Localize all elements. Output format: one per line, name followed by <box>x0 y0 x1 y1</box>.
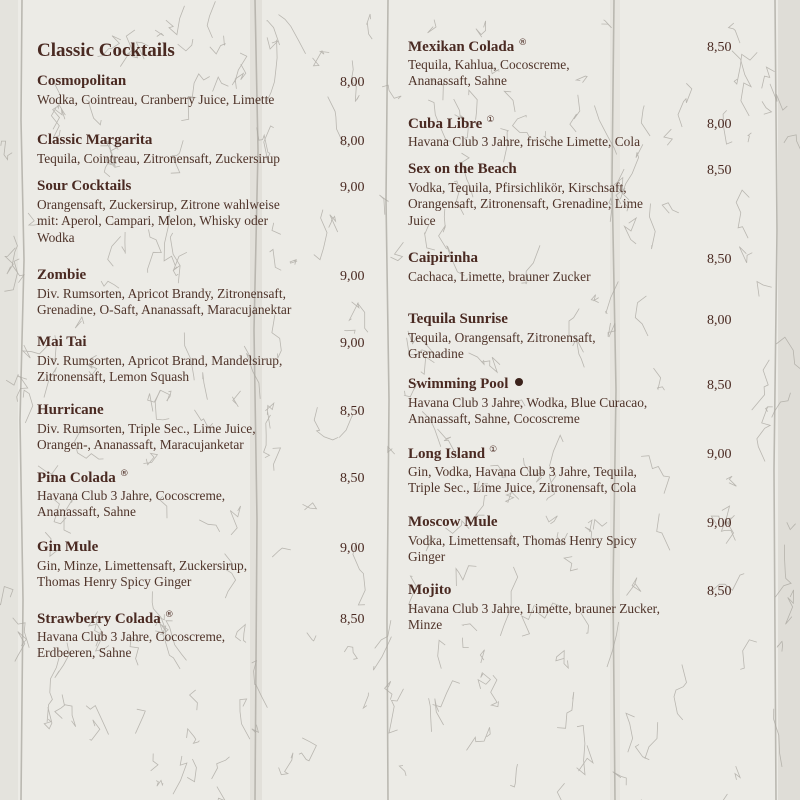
item-name <box>37 132 152 149</box>
item-mark-icon: ① <box>489 445 498 455</box>
section-title: Classic Cocktails <box>37 40 175 61</box>
item-name <box>37 267 86 284</box>
item-price: 8,50 <box>340 471 365 486</box>
item-price: 8,00 <box>340 75 365 90</box>
item-name <box>37 610 174 628</box>
item-name-text: Sex on the Beach <box>408 161 517 177</box>
item-price: 8,50 <box>707 40 732 55</box>
item-name <box>408 445 497 463</box>
item-name <box>408 161 517 178</box>
item-description: Div. Rumsorten, Apricot Brand, Mandelsirup, Zitronensaft, Lemon Squash <box>37 353 283 385</box>
item-name-text: Gin Mule <box>37 539 99 555</box>
item-name-text: Caipirinha <box>408 250 479 266</box>
item-price: 8,50 <box>707 378 732 393</box>
item-description: Vodka, Limettensaft, Thomas Henry Spicy Ginger <box>408 533 637 565</box>
item-name <box>37 178 131 195</box>
item-name <box>408 115 494 133</box>
item-name-text: Cosmopolitan <box>37 73 127 89</box>
item-description: Cachaca, Limette, brauner Zucker <box>408 269 591 284</box>
item-price: 8,00 <box>340 134 365 149</box>
item-name <box>408 582 451 599</box>
item-price: 8,50 <box>707 584 732 599</box>
item-mark-icon: ® <box>164 610 174 620</box>
item-name-text: Moscow Mule <box>408 514 498 530</box>
item-mark-icon: ① <box>486 115 495 125</box>
item-description: Gin, Minze, Limettensaft, Zuckersirup, Thomas Henry Spicy Ginger <box>37 558 248 590</box>
item-price: 8,50 <box>707 163 732 178</box>
item-name <box>408 38 527 56</box>
item-name <box>408 514 498 531</box>
item-price: 9,00 <box>707 447 732 462</box>
item-description: Tequila, Cointreau, Zitronensaft, Zuckersirup <box>37 151 280 166</box>
item-description: Div. Rumsorten, Triple Sec., Lime Juice, Orangen-, Ananassaft, Maracujanketar <box>37 421 256 453</box>
item-description: Div. Rumsorten, Apricot Brandy, Zitronensaft, Grenadine, O-Saft, Ananassaft, Maracujanektar <box>37 286 292 318</box>
item-name <box>408 376 523 393</box>
item-description: Tequila, Orangensaft, Zitronensaft, Grenadine <box>408 330 596 362</box>
item-name-text: Strawberry Colada <box>37 611 161 627</box>
item-name-text: Hurricane <box>37 402 104 418</box>
item-name <box>37 539 98 556</box>
item-price: 8,00 <box>707 313 732 328</box>
item-name-text: Pina Colada <box>37 470 116 486</box>
item-description: Havana Club 3 Jahre, Wodka, Blue Curacao, Ananassaft, Sahne, Cocoscreme <box>408 395 648 427</box>
item-description: Havana Club 3 Jahre, Limette, brauner Zucker, Minze <box>408 601 660 633</box>
item-price: 9,00 <box>340 180 365 195</box>
item-description: Havana Club 3 Jahre, Cocoscreme, Erdbeeren, Sahne <box>37 629 226 661</box>
item-name-text: Classic Margarita <box>37 132 153 148</box>
item-price: 9,00 <box>340 269 365 284</box>
dot-icon <box>515 378 523 386</box>
item-name-text: Mexikan Colada <box>408 39 515 55</box>
item-price: 9,00 <box>707 516 732 531</box>
item-name <box>37 73 126 90</box>
item-price: 8,50 <box>707 252 732 267</box>
item-price: 9,00 <box>340 336 365 351</box>
item-name-text: Swimming Pool <box>408 376 509 392</box>
item-description: Havana Club 3 Jahre, frische Limette, Cola <box>408 134 641 149</box>
item-mark-icon: ® <box>119 469 129 479</box>
item-name-text: Mai Tai <box>37 334 87 350</box>
item-name-text: Sour Cocktails <box>37 178 132 194</box>
item-name <box>408 250 478 267</box>
item-description: Orangensaft, Zuckersirup, Zitrone wahlweise mit: Aperol, Campari, Melon, Whisky oder Wodka <box>37 197 280 245</box>
item-name-text: Zombie <box>37 267 87 283</box>
item-price: 8,00 <box>707 117 732 132</box>
item-name <box>37 402 104 419</box>
item-name <box>37 334 87 351</box>
item-name <box>37 469 129 487</box>
item-name-text: Cuba Libre <box>408 116 483 132</box>
item-price: 8,50 <box>340 612 365 627</box>
item-description: Wodka, Cointreau, Cranberry Juice, Limette <box>37 92 275 107</box>
item-description: Tequila, Kahlua, Cocoscreme, Ananassaft, Sahne <box>408 57 570 89</box>
item-description: Havana Club 3 Jahre, Cocoscreme, Ananassaft, Sahne <box>37 488 226 520</box>
item-name-text: Mojito <box>408 582 452 598</box>
item-price: 8,50 <box>340 404 365 419</box>
item-name-text: Long Island <box>408 446 486 462</box>
item-name-text: Tequila Sunrise <box>408 311 508 327</box>
item-mark-icon: ® <box>518 38 528 48</box>
item-description: Vodka, Tequila, Pfirsichlikör, Kirschsaft, Orangensaft, Zitronensaft, Grenadine, Lime Juice <box>408 180 643 228</box>
item-name <box>408 311 508 328</box>
item-description: Gin, Vodka, Havana Club 3 Jahre, Tequila, Triple Sec., Lime Juice, Zitronensaft, Cola <box>408 464 637 496</box>
item-price: 9,00 <box>340 541 365 556</box>
